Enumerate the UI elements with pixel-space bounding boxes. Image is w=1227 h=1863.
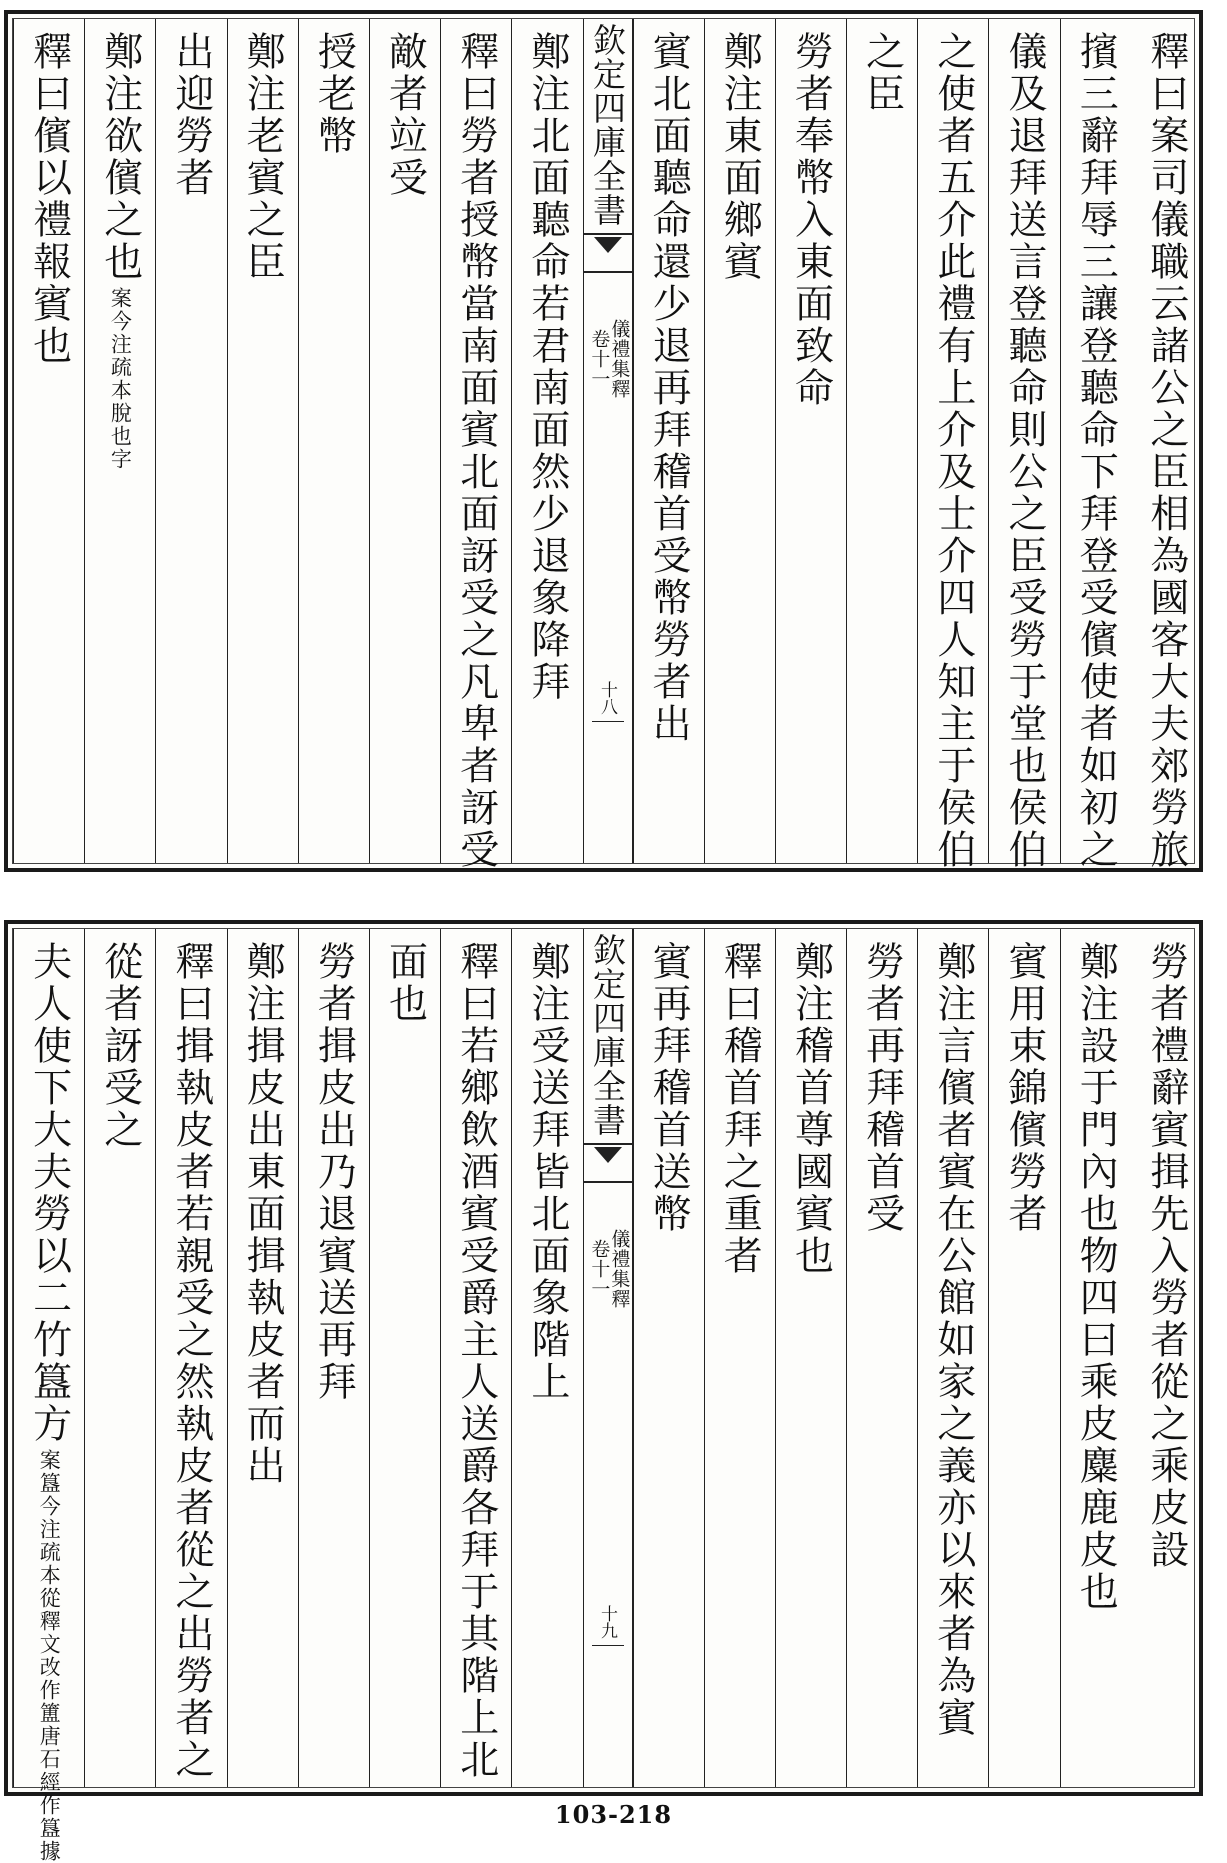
top_page-column-text: 敵者竝受 bbox=[382, 31, 428, 199]
bottom_page-column-text: 勞者禮辭賓揖先入勞者從之乘皮設 bbox=[1143, 941, 1189, 1571]
bottom_page-column-7 bbox=[704, 929, 775, 1787]
top_page-column-7 bbox=[704, 19, 775, 863]
top_page-column-text: 釋曰勞者授幣當南面賓北面訝受之凡卑者訝受 bbox=[453, 31, 499, 871]
bottom_page-column-16 bbox=[13, 929, 84, 1863]
top_page-column-10 bbox=[440, 19, 511, 871]
top_page-section-title: 儀禮集釋 bbox=[608, 319, 631, 399]
bottom_page-column-text: 從者訝受之 bbox=[97, 941, 143, 1151]
top_page-column-4 bbox=[917, 19, 988, 871]
bottom_page-column-text: 釋曰稽首拜之重者 bbox=[717, 941, 763, 1277]
bottom_page-column-3 bbox=[988, 929, 1059, 1787]
bottom_page-column-note: 案簋今注疏本從釋文改作簠唐石經作簋據 bbox=[37, 1449, 62, 1863]
top-page-columns bbox=[12, 18, 1195, 871]
top_page-column-15 bbox=[84, 19, 155, 863]
bottom_page-column-12 bbox=[298, 929, 369, 1787]
top_page-column-text: 鄭注欲儐之也 bbox=[97, 31, 143, 283]
bottom_page-column-text: 鄭注言儐者賓在公館如家之義亦以來者為賓 bbox=[930, 941, 976, 1739]
top_page-column-text: 之臣 bbox=[859, 31, 905, 115]
top_page-column-text: 出迎勞者 bbox=[168, 31, 214, 199]
bottom_page-column-text: 勞者再拜稽首受 bbox=[859, 941, 905, 1235]
top_page-column-9 bbox=[511, 19, 582, 863]
bottom_page-volume: 卷十一 bbox=[588, 1239, 611, 1299]
top_page-column-text: 儀及退拜送言登聽命則公之臣受勞于堂也侯伯 bbox=[1002, 31, 1048, 871]
bottom_page-column-13 bbox=[227, 929, 298, 1787]
bottom_page-center-margin bbox=[583, 929, 633, 1787]
top_page-column-text: 鄭注老賓之臣 bbox=[240, 31, 286, 283]
bottom_page-column-15 bbox=[84, 929, 155, 1787]
page-footer-code: 103-218 bbox=[554, 1800, 673, 1829]
bottom_page-column-text: 釋曰若鄉飲酒賓受爵主人送爵各拜于其階上北 bbox=[453, 941, 499, 1781]
top_page-column-text: 勞者奉幣入東面致命 bbox=[788, 31, 834, 409]
top_page-column-text: 鄭注北面聽命若君南面然少退象降拜 bbox=[524, 31, 570, 703]
top_page-column-text: 之使者五介此禮有上介及士介四人知主于侯伯 bbox=[930, 31, 976, 871]
top_page-column-13 bbox=[227, 19, 298, 863]
top_page-column-16 bbox=[13, 19, 84, 863]
bottom_page-column-14 bbox=[155, 929, 226, 1787]
top_page-column-text: 釋曰案司儀職云諸公之臣相為國客大夫郊勞旅 bbox=[1143, 31, 1189, 871]
top_page-column-6 bbox=[775, 19, 846, 863]
bottom_page-book-title: 欽定四庫全書 bbox=[588, 933, 627, 1137]
bottom_page-column-4 bbox=[917, 929, 988, 1787]
top_page-column-2 bbox=[1060, 19, 1131, 871]
top_page-page-number: 十八 bbox=[597, 681, 617, 715]
bottom_page-page-number: 十九 bbox=[597, 1605, 617, 1639]
top_page-column-text: 賓北面聽命還少退再拜稽首受幣勞者出 bbox=[646, 31, 692, 745]
bottom_page-column-5 bbox=[846, 929, 917, 1787]
top_page-column-11 bbox=[369, 19, 440, 863]
top_page-book-title: 欽定四庫全書 bbox=[588, 23, 627, 227]
top_page-column-text: 擯三辭拜辱三讓登聽命下拜登受儐使者如初之 bbox=[1073, 31, 1119, 871]
bottom_page-column-text: 賓再拜稽首送幣 bbox=[646, 941, 692, 1235]
top_page-column-note: 案今注疏本脫也字 bbox=[108, 287, 133, 471]
bottom_page-column-text: 鄭注設于門內也物四曰乘皮麋鹿皮也 bbox=[1073, 941, 1119, 1613]
top_page-column-text: 釋曰儐以禮報賓也 bbox=[26, 31, 72, 367]
fish-tail-ornament bbox=[584, 1143, 632, 1183]
page-number-rule bbox=[592, 1645, 624, 1646]
bottom_page-column-text: 賓用束錦儐勞者 bbox=[1002, 941, 1048, 1235]
bottom_page-column-text: 鄭注稽首尊國賓也 bbox=[788, 941, 834, 1277]
bottom_page-column-text: 釋曰揖執皮者若親受之然執皮者從之出勞者之 bbox=[168, 941, 214, 1781]
bottom_page-column-text: 夫人使下大夫勞以二竹簋方 bbox=[26, 941, 72, 1445]
bottom_page-section-title: 儀禮集釋 bbox=[608, 1229, 631, 1309]
bottom_page-column-text: 鄭注揖皮出東面揖執皮者而出 bbox=[240, 941, 286, 1487]
bottom_page-column-text: 勞者揖皮出乃退賓送再拜 bbox=[311, 941, 357, 1403]
bottom_page-column-11 bbox=[369, 929, 440, 1787]
top_page-column-1 bbox=[1131, 19, 1202, 871]
bottom_page-column-9 bbox=[511, 929, 582, 1787]
bottom_page-column-6 bbox=[775, 929, 846, 1787]
top_page-center-margin bbox=[583, 19, 633, 863]
top-page-frame bbox=[4, 10, 1203, 872]
bottom_page-column-8 bbox=[633, 929, 704, 1787]
page-number-rule bbox=[592, 721, 624, 722]
top_page-column-8 bbox=[633, 19, 704, 863]
top_page-column-14 bbox=[155, 19, 226, 863]
bottom_page-column-10 bbox=[440, 929, 511, 1787]
top_page-column-3 bbox=[988, 19, 1059, 871]
top_page-column-text: 鄭注東面鄉賓 bbox=[717, 31, 763, 283]
top_page-volume: 卷十一 bbox=[588, 329, 611, 389]
top_page-column-text: 授老幣 bbox=[311, 31, 357, 157]
bottom_page-column-text: 鄭注受送拜皆北面象階上 bbox=[524, 941, 570, 1403]
bottom_page-column-1 bbox=[1131, 929, 1202, 1787]
fish-tail-ornament bbox=[584, 233, 632, 273]
top_page-column-12 bbox=[298, 19, 369, 863]
top_page-column-5 bbox=[846, 19, 917, 863]
bottom_page-column-2 bbox=[1060, 929, 1131, 1787]
bottom_page-column-text: 面也 bbox=[382, 941, 428, 1025]
top-page bbox=[0, 0, 1227, 880]
